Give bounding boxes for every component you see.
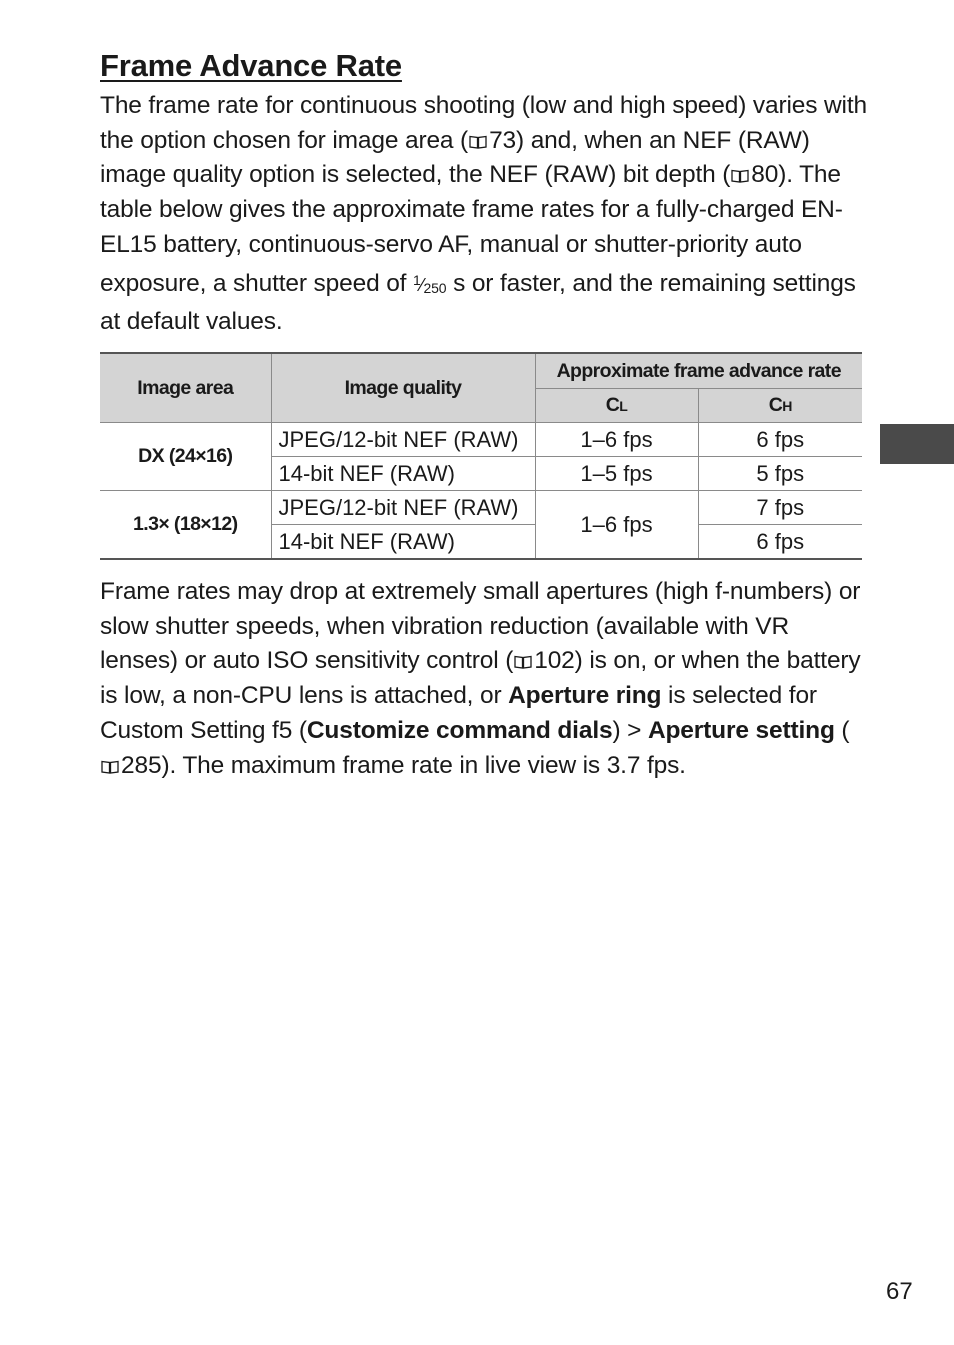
header-image-area: Image area: [100, 353, 271, 423]
page-number: 67: [886, 1278, 913, 1305]
quality-cell: JPEG/12-bit NEF (RAW): [271, 491, 535, 525]
ch-mode-label: CH: [768, 394, 792, 416]
image-area-cell: DX (24×16): [100, 423, 271, 491]
menu-aperture-setting: Aperture setting: [647, 716, 835, 744]
note-paragraph: Frame rates may drop at extremely small apertures (high f-numbers) or slow shutter speeds, when vibration reduction (available with VR lenses) or auto ISO sensitivity control ( 102) is on, or when the battery is low, a non-CPU lens is attached, or Aperture ring is selected for Custom Setting f5 (Customize command dials) > Aperture setting (285). The maximum frame rate in live view is 3.7 fps.: [100, 578, 861, 779]
page-ref: 73: [489, 126, 517, 154]
ch-rate-cell: 7 fps: [698, 491, 862, 525]
book-icon: [469, 135, 487, 149]
page-title: Frame Advance Rate: [100, 48, 402, 83]
header-rate: Approximate frame advance rate: [535, 353, 862, 389]
page-ref: 80: [751, 161, 779, 189]
table-row: [100, 423, 862, 457]
book-icon: [731, 169, 749, 183]
cl-rate-cell: 1–6 fps: [535, 423, 698, 457]
menu-customize-command-dials: Customize command dials: [306, 716, 613, 744]
quality-cell: 14-bit NEF (RAW): [271, 457, 535, 491]
cl-rate-cell: 1–6 fps: [535, 491, 698, 560]
quality-cell: JPEG/12-bit NEF (RAW): [271, 423, 535, 457]
ch-rate-cell: 5 fps: [698, 457, 862, 491]
cl-mode-label: CL: [605, 394, 628, 416]
header-image-quality: Image quality: [271, 353, 535, 423]
header-ch: [698, 389, 862, 423]
ch-rate-cell: 6 fps: [698, 423, 862, 457]
frame-rate-table: [100, 352, 862, 560]
book-icon: [514, 655, 532, 669]
intro-paragraph: The frame rate for continuous shooting (low and high speed) varies with the option chosen for image area ( 73) and, when an NEF (RAW) image quality option is selected, the NEF (RAW) bit depth ( 80). The table below gives the approximate frame rates for a fully-charged EN-EL15 battery, continuous-servo AF, manual or shutter-priority auto exposure, a shutter speed of $^1⁄_{250}$ s or faster, and the remaining settings at default values.: [100, 92, 867, 336]
header-cl: [535, 389, 698, 423]
cl-rate-cell: 1–5 fps: [535, 457, 698, 491]
chapter-side-tab: [880, 424, 954, 464]
page-ref: 102: [534, 647, 575, 675]
book-icon: [101, 760, 119, 774]
menu-item-aperture-ring: Aperture ring: [508, 682, 662, 710]
quality-cell: 14-bit NEF (RAW): [271, 525, 535, 560]
page-ref: 285: [121, 751, 162, 779]
image-area-cell: 1.3× (18×12): [100, 491, 271, 560]
ch-rate-cell: 6 fps: [698, 525, 862, 560]
table-row: [100, 491, 862, 525]
shutter-fraction: $^1⁄_{250}$: [413, 271, 447, 296]
